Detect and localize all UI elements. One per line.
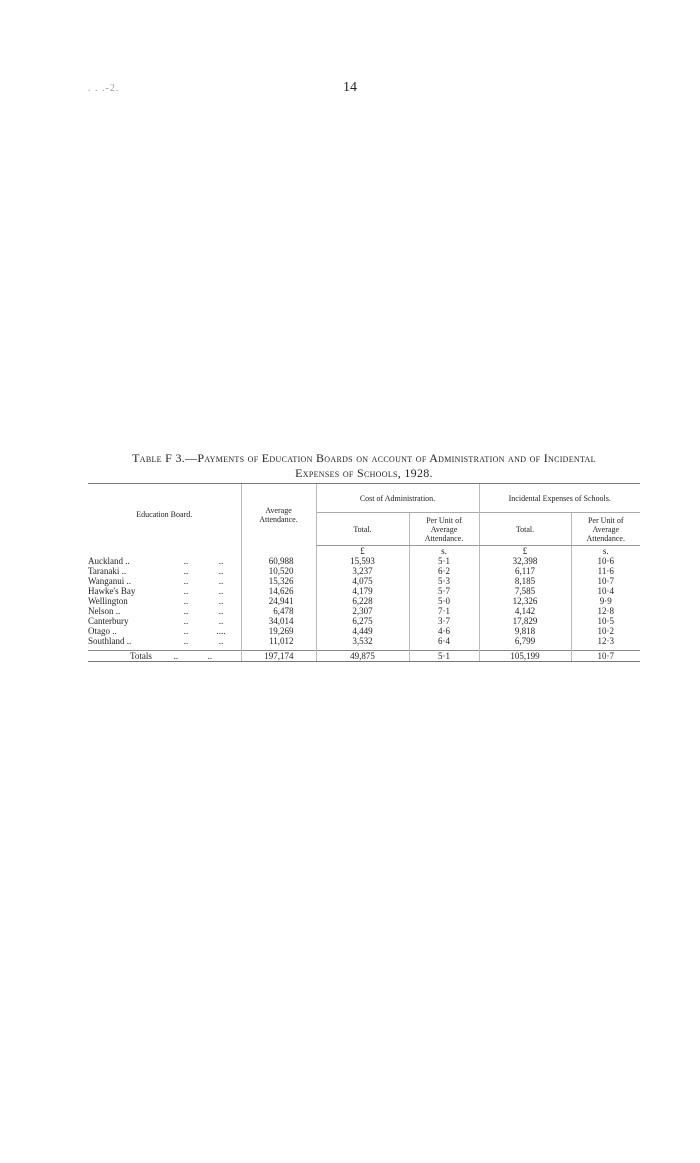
table-row [88, 616, 640, 626]
board-name-cell [88, 556, 241, 566]
average-attendance: 19,269 [241, 626, 316, 636]
incidental-total: 6,799 [479, 636, 571, 646]
admin-total: 4,449 [316, 626, 409, 636]
units-attendance-blank [241, 546, 316, 557]
incidental-per-unit: 10·4 [571, 586, 640, 596]
average-attendance: 14,626 [241, 586, 316, 596]
board-name: Taranaki .. [88, 566, 127, 576]
board-name-cell [88, 616, 241, 626]
unit-admin-total: £ [316, 546, 409, 557]
table-row [88, 566, 640, 576]
admin-total: 2,307 [316, 606, 409, 616]
admin-per-unit: 5·0 [409, 596, 479, 606]
board-name-cell [88, 586, 241, 596]
unit-incidental-total: £ [479, 546, 571, 557]
totals-attendance: 197,174 [241, 651, 316, 662]
incidental-per-unit: 12·8 [571, 606, 640, 616]
board-name: Nelson .. [88, 606, 121, 616]
incidental-total: 8,185 [479, 576, 571, 586]
leader-dots: .. [183, 596, 189, 606]
header-average-attendance [241, 484, 316, 546]
leader-dots: .. [183, 576, 189, 586]
leader-dots: .. [218, 566, 224, 576]
board-name: Auckland .. [88, 556, 130, 566]
admin-per-unit: 6·4 [409, 636, 479, 646]
incidental-per-unit: 11·6 [571, 566, 640, 576]
leader-dots: .. [218, 596, 224, 606]
totals-admin-total: 49,875 [316, 651, 409, 662]
leader-dots: .. [218, 636, 224, 646]
header-incidental-per-unit-line-3: Attendance. [586, 533, 625, 543]
average-attendance: 60,988 [241, 556, 316, 566]
incidental-per-unit: 10·5 [571, 616, 640, 626]
header-cost-of-administration: Cost of Administration. [316, 484, 479, 513]
header-education-board: Education Board. [88, 484, 241, 546]
admin-per-unit: 5·3 [409, 576, 479, 586]
leader-dots: .. [183, 586, 189, 596]
leader-dots: .. [183, 566, 189, 576]
incidental-total: 12,326 [479, 596, 571, 606]
incidental-total: 4,142 [479, 606, 571, 616]
average-attendance: 6,478 [241, 606, 316, 616]
admin-total: 6,275 [316, 616, 409, 626]
average-attendance: 24,941 [241, 596, 316, 606]
board-name: Wanganui .. [88, 576, 132, 586]
incidental-total: 9,818 [479, 626, 571, 636]
leader-dots: .. [183, 636, 189, 646]
page-reference: . . .-2. [88, 83, 120, 94]
admin-per-unit: 4·6 [409, 626, 479, 636]
board-name-cell [88, 596, 241, 606]
totals-incidental-total: 105,199 [479, 651, 571, 662]
average-attendance: 15,326 [241, 576, 316, 586]
header-admin-per-unit [409, 513, 479, 546]
incidental-total: 17,829 [479, 616, 571, 626]
incidental-per-unit: 10·2 [571, 626, 640, 636]
table-row [88, 556, 640, 566]
education-boards-table [88, 483, 640, 662]
header-admin-per-unit-line-3: Attendance. [424, 533, 464, 543]
units-blank [88, 546, 241, 557]
incidental-total: 6,117 [479, 566, 571, 576]
incidental-total: 32,398 [479, 556, 571, 566]
leader-dots: .. [218, 606, 224, 616]
leader-dots: .... [216, 626, 226, 636]
unit-admin-per: s. [409, 546, 479, 557]
admin-per-unit: 3·7 [409, 616, 479, 626]
header-incidental-expenses: Incidental Expenses of Schools. [479, 484, 640, 513]
board-name-cell [88, 636, 241, 646]
table-title-line-1: Table F 3.—Payments of Education Boards on account of Administration and of Incidental [132, 451, 596, 465]
incidental-per-unit: 12·3 [571, 636, 640, 646]
leader-dots: .. [183, 626, 189, 636]
admin-total: 15,593 [316, 556, 409, 566]
admin-per-unit: 6·2 [409, 566, 479, 576]
incidental-per-unit: 10·6 [571, 556, 640, 566]
admin-total: 4,075 [316, 576, 409, 586]
table-row [88, 636, 640, 646]
board-name-cell [88, 576, 241, 586]
incidental-per-unit: 10·7 [571, 576, 640, 586]
table-row [88, 596, 640, 606]
incidental-total: 7,585 [479, 586, 571, 596]
admin-per-unit: 5·1 [409, 556, 479, 566]
admin-per-unit: 5·7 [409, 586, 479, 596]
admin-total: 6,228 [316, 596, 409, 606]
table-row [88, 606, 640, 616]
totals-label-cell [88, 651, 241, 662]
header-average-attendance-line-1: Average [265, 505, 292, 515]
header-incidental-per-unit-line-1: Per Unit of [587, 515, 624, 525]
board-name-cell [88, 626, 241, 636]
admin-total: 3,237 [316, 566, 409, 576]
table-body [88, 546, 640, 651]
unit-incidental-per: s. [571, 546, 640, 557]
totals-row [88, 651, 640, 662]
table-row [88, 626, 640, 636]
table-row [88, 586, 640, 596]
average-attendance: 11,012 [241, 636, 316, 646]
leader-dots: .. [183, 606, 189, 616]
board-name-cell [88, 606, 241, 616]
header-incidental-per-unit-line-2: Average [592, 524, 619, 534]
totals-label: Totals [130, 651, 152, 661]
admin-total: 3,532 [316, 636, 409, 646]
leader-dots: .. [218, 576, 224, 586]
board-name: Hawke's Bay [88, 586, 136, 596]
leader-dots: .. [218, 586, 224, 596]
units-row [88, 546, 640, 557]
incidental-per-unit: 9·9 [571, 596, 640, 606]
header-admin-per-unit-line-1: Per Unit of [426, 515, 462, 525]
table-row [88, 576, 640, 586]
totals-dots-1: .. [173, 651, 179, 661]
board-name: Canterbury [88, 616, 129, 626]
leader-dots: .. [183, 616, 189, 626]
board-name: Wellington [88, 596, 128, 606]
admin-total: 4,179 [316, 586, 409, 596]
header-average-attendance-line-2: Attendance. [259, 514, 298, 524]
header-admin-per-unit-line-2: Average [430, 524, 458, 534]
board-name: Southland .. [88, 636, 132, 646]
table-title-line-2: Expenses of Schools, 1928. [295, 466, 433, 480]
average-attendance: 34,014 [241, 616, 316, 626]
table-title [88, 451, 640, 481]
leader-dots: .. [218, 616, 224, 626]
header-admin-total: Total. [316, 513, 409, 546]
leader-dots: .. [218, 556, 224, 566]
totals-incidental-per: 10·7 [571, 651, 640, 662]
header-incidental-per-unit [571, 513, 640, 546]
totals-dots-2: .. [207, 651, 213, 661]
board-name-cell [88, 566, 241, 576]
header-incidental-total: Total. [479, 513, 571, 546]
leader-dots: .. [183, 556, 189, 566]
admin-per-unit: 7·1 [409, 606, 479, 616]
totals-admin-per: 5·1 [409, 651, 479, 662]
board-name: Otago .. [88, 626, 117, 636]
average-attendance: 10,520 [241, 566, 316, 576]
page-number: 14 [343, 80, 357, 95]
